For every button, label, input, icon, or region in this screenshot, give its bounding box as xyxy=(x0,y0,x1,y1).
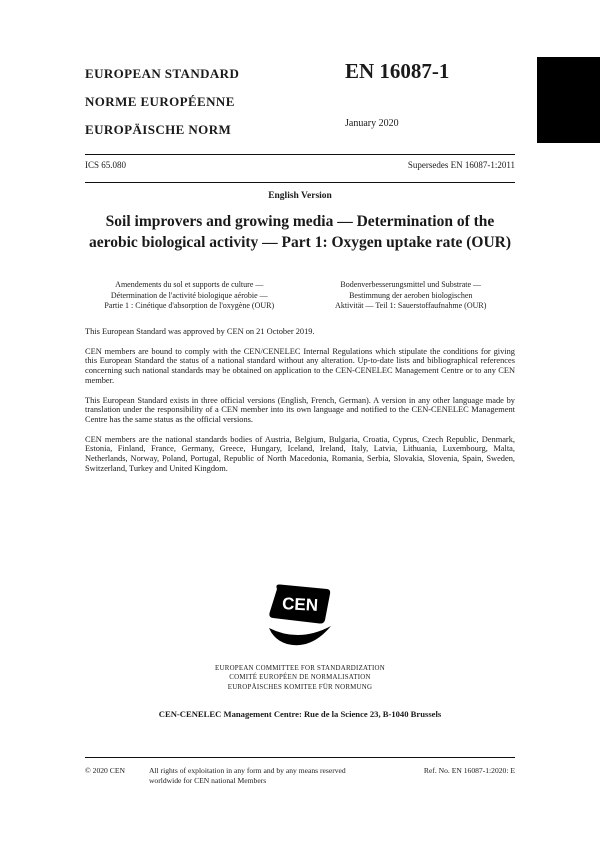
logo-block xyxy=(0,582,600,692)
regulations-paragraph: CEN members are bound to comply with the CEN/CENELEC Internal Regulations which stipulate the conditions for giving this European Standard the status of a national standard without any alteration. Up-to-date lists and bibliographical references concerning such national standards may be obtained on application to the CEN-CENELEC Management Centre or to any CEN member. xyxy=(85,346,515,385)
org-title-french: NORME EUROPÉENNE xyxy=(85,94,235,109)
committee-line-german: EUROPÄISCHES KOMITEE FÜR NORMUNG xyxy=(227,683,373,691)
publication-date: January 2020 xyxy=(345,118,399,129)
rights-notice xyxy=(149,766,399,786)
header xyxy=(85,60,515,144)
committee-line-english: EUROPEAN COMMITTEE FOR STANDARDIZATION xyxy=(215,665,385,672)
supersedes-note: Supersedes EN 16087-1:2011 xyxy=(407,160,515,170)
subtitle-french-line: Détermination de l'activité biologique aérobie — xyxy=(110,290,268,300)
committee-line-french: COMITÉ EUROPÉEN DE NORMALISATION xyxy=(229,674,371,682)
header-black-bar xyxy=(537,57,600,143)
rights-line: worldwide for CEN national Members xyxy=(148,776,267,785)
bilingual-subtitles xyxy=(85,280,515,312)
copyright-notice: © 2020 CEN xyxy=(85,766,125,775)
divider-footer xyxy=(85,757,515,758)
standard-identification xyxy=(345,60,515,144)
subtitle-german-line: Aktivität — Teil 1: Sauerstoffaufnahme (OUR) xyxy=(335,301,487,310)
subtitle-french-line: Partie 1 : Cinétique d'absorption de l'oxygène (OUR) xyxy=(104,301,275,310)
committee-names xyxy=(0,664,600,692)
versions-paragraph: This European Standard exists in three official versions (English, French, German). A version in any other language made by translation under the responsibility of a CEN member into its own language and notified to the CEN-CENELEC Management Centre has the same status as the official versions. xyxy=(85,395,515,424)
approval-paragraph: This European Standard was approved by CEN on 21 October 2019. xyxy=(85,327,315,336)
cen-logo-text: CEN xyxy=(281,594,319,615)
management-centre-address: CEN-CENELEC Management Centre: Rue de la Science 23, B-1040 Brussels xyxy=(158,709,442,719)
footer xyxy=(85,766,515,786)
subtitle-german xyxy=(306,280,515,312)
subtitle-german-line: Bodenverbesserungsmittel und Substrate — xyxy=(340,280,482,289)
organization-titles xyxy=(85,60,239,144)
subtitle-french-line: Amendements du sol et supports de culture — xyxy=(115,280,264,289)
reference-number: Ref. No. EN 16087-1:2020: E xyxy=(423,766,515,775)
subtitle-french xyxy=(85,280,294,312)
members-paragraph: CEN members are the national standards bodies of Austria, Belgium, Bulgaria, Croatia, Cyprus, Czech Republic, Denmark, Estonia, Finland, France, Germany, Greece, Hungary, Iceland, Ireland, Italy, Latvia, Lithuania, Luxembourg, Malta, Netherlands, Norway, Poland, Portugal, Republic of North Macedonia, Romania, Serbia, Slovakia, Slovenia, Spain, Sweden, Switzerland, Turkey and United Kingdom. xyxy=(85,434,515,473)
standard-number: EN 16087-1 xyxy=(345,59,450,83)
ics-row xyxy=(85,160,515,170)
divider-top xyxy=(85,154,515,155)
version-label: English Version xyxy=(268,191,332,201)
body-text xyxy=(85,327,515,483)
rights-line: All rights of exploitation in any form and by any means reserved xyxy=(148,766,346,775)
document-title: Soil improvers and growing media — Determination of the aerobic biological activity — Part 1: Oxygen uptake rate (OUR) xyxy=(88,213,512,251)
divider-middle xyxy=(85,182,515,183)
cen-logo-icon xyxy=(265,582,335,654)
ics-code: ICS 65.080 xyxy=(85,160,127,170)
org-title-english: EUROPEAN STANDARD xyxy=(85,66,240,81)
org-title-german: EUROPÄISCHE NORM xyxy=(85,122,232,137)
subtitle-german-line: Bestimmung der aeroben biologischen xyxy=(349,290,473,300)
